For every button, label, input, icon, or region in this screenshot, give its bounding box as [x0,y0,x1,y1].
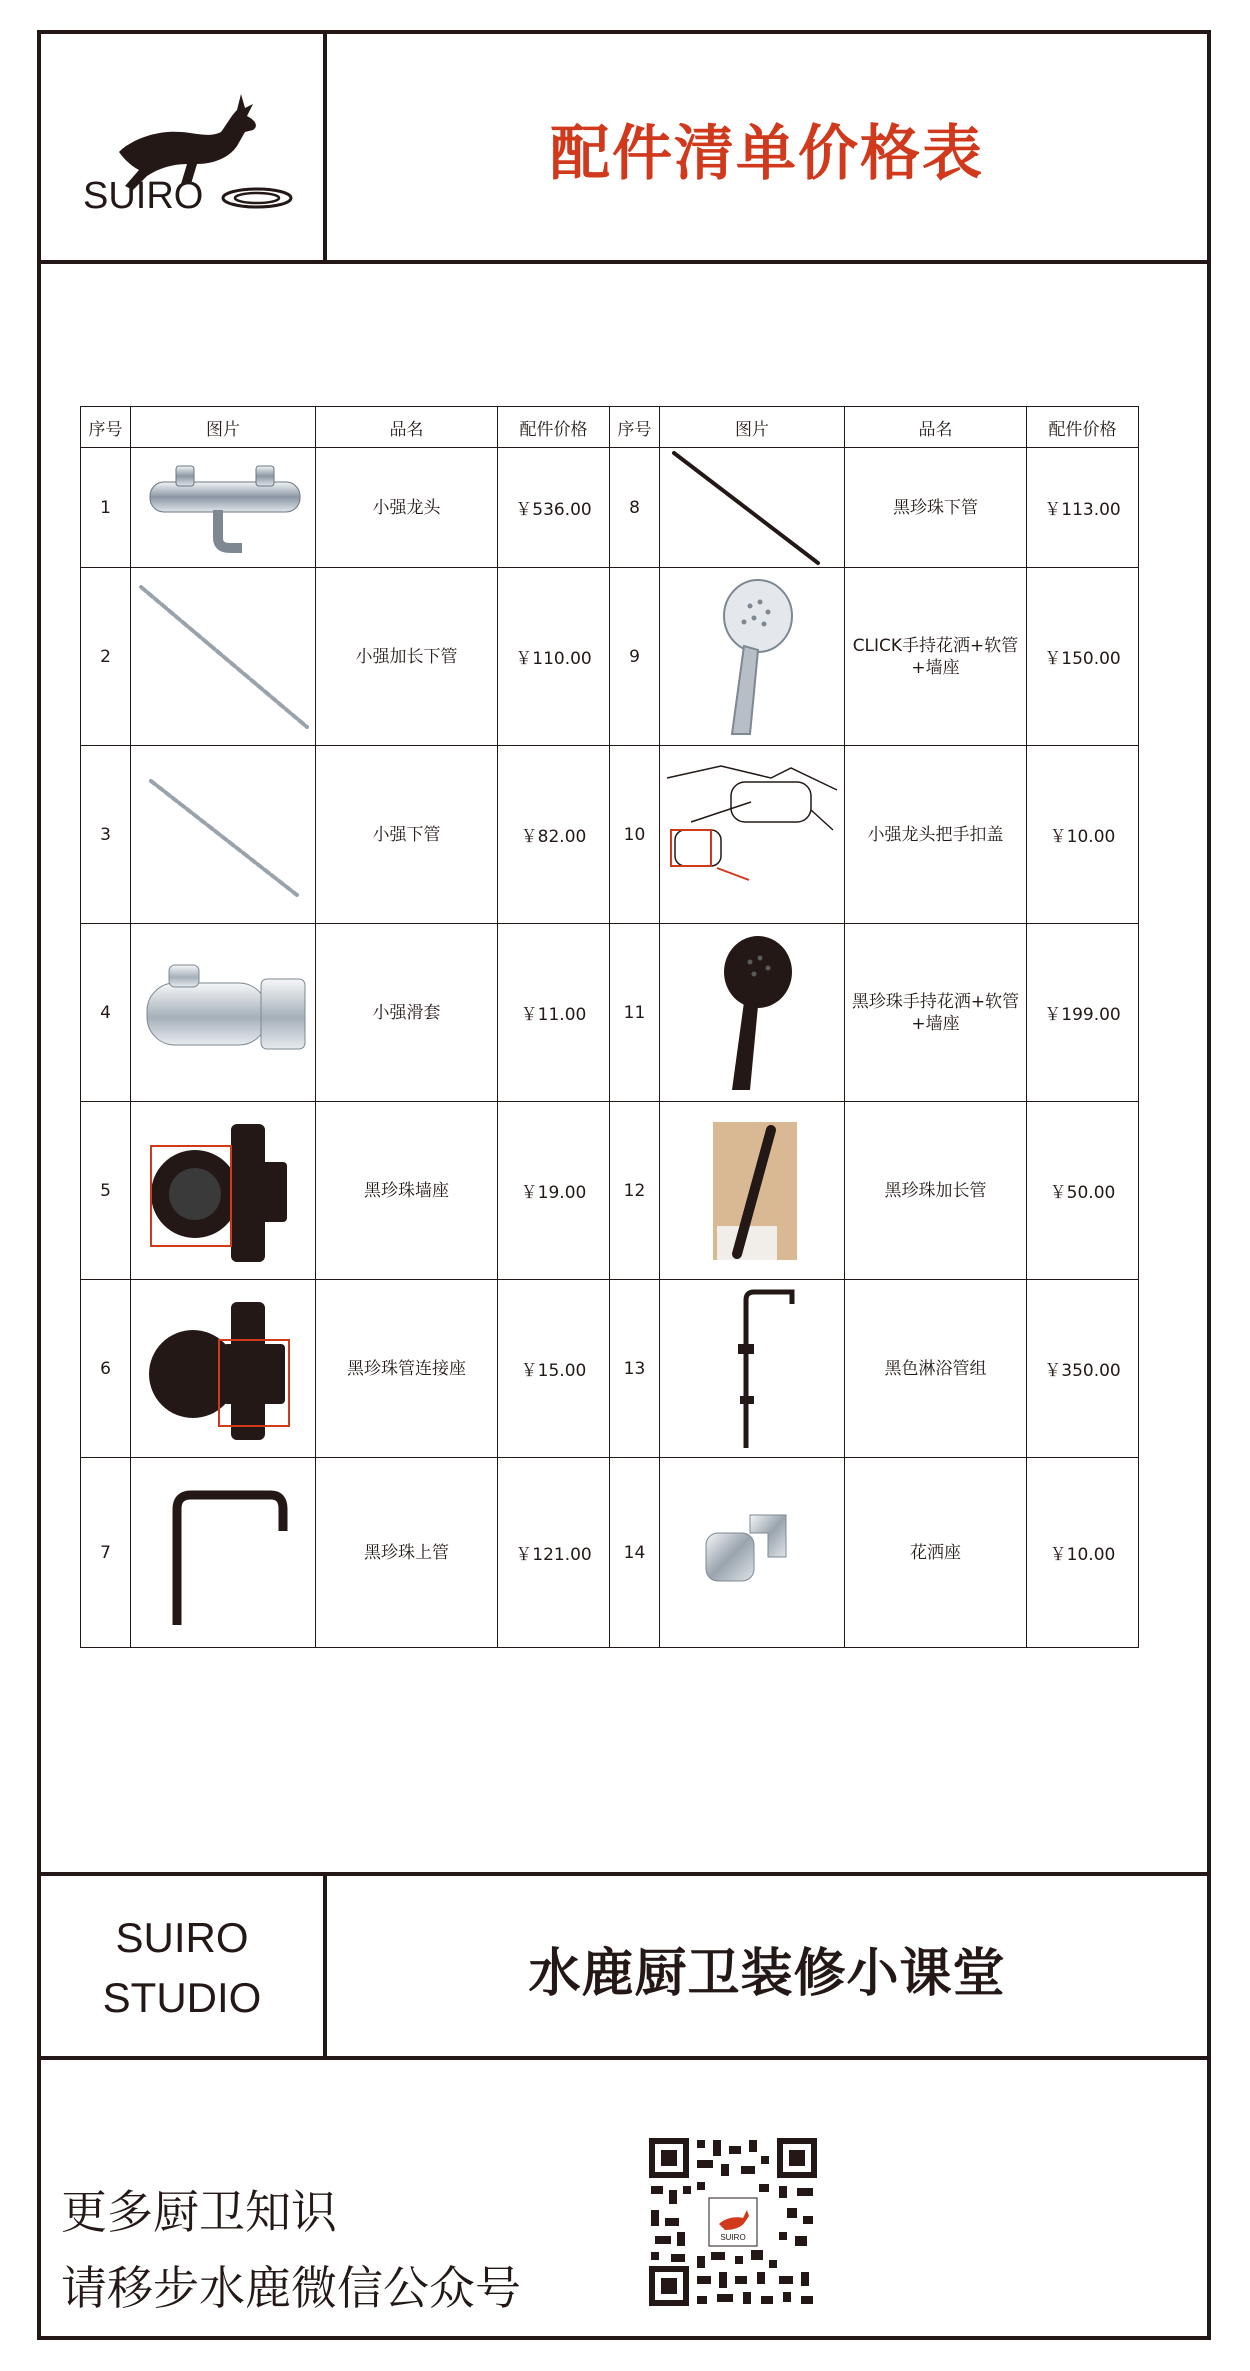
table-row [81,1102,1139,1280]
handle-cap-diagram-icon [661,750,843,920]
table-row [81,448,1139,568]
header-no: 序号 [81,407,131,448]
header-price: 配件价格 [498,407,610,448]
document-title: 配件清单价格表 [550,119,984,189]
item-no: 8 [610,448,660,568]
item-name: 花洒座 [845,1458,1027,1648]
item-name: 小强加长下管 [316,568,498,746]
item-name: 黑珍珠上管 [316,1458,498,1648]
shower-column-icon [692,1286,812,1452]
item-no: 9 [610,568,660,746]
parts-table [80,406,1139,1648]
item-price: ￥10.00 [1027,746,1139,924]
wall-bracket-icon [133,1116,313,1266]
studio-line-2: STUDIO [102,1974,262,2021]
item-image [131,1280,316,1458]
table-header-row [81,407,1139,448]
item-name: 黑珍珠墙座 [316,1102,498,1280]
item-image [660,448,845,568]
item-image [660,924,845,1102]
pipe-connector-icon [133,1294,313,1444]
item-price: ￥150.00 [1027,568,1139,746]
footer-line-2: 请移步水鹿微信公众号 [61,2261,521,2315]
item-price: ￥110.00 [498,568,610,746]
item-no: 4 [81,924,131,1102]
item-image [660,746,845,924]
black-pipe-icon [662,449,842,567]
item-price: ￥536.00 [498,448,610,568]
footer-line-1: 更多厨卫知识 [61,2185,337,2239]
item-price: ￥113.00 [1027,448,1139,568]
item-image [131,1102,316,1280]
item-name: 小强滑套 [316,924,498,1102]
table-row [81,1280,1139,1458]
item-price: ￥11.00 [498,924,610,1102]
item-image [131,568,316,746]
item-name: 黑珍珠管连接座 [316,1280,498,1458]
upper-pipe-icon [133,1475,313,1631]
item-no: 3 [81,746,131,924]
item-image [131,924,316,1102]
header-name: 品名 [316,407,498,448]
item-no: 1 [81,448,131,568]
brand-text: SUIRO [83,175,204,217]
item-name: 小强龙头 [316,448,498,568]
studio-line-1: SUIRO [115,1914,249,1961]
item-no: 10 [610,746,660,924]
header-image: 图片 [131,407,316,448]
header-no: 序号 [610,407,660,448]
slide-bracket-icon [133,953,313,1073]
item-name: 黑色淋浴管组 [845,1280,1027,1458]
item-price: ￥350.00 [1027,1280,1139,1458]
faucet-icon [138,452,308,564]
item-price: ￥19.00 [498,1102,610,1280]
table-row [81,746,1139,924]
item-no: 7 [81,1458,131,1648]
item-image [660,568,845,746]
item-no: 14 [610,1458,660,1648]
parts-table-wrap [80,406,1139,1648]
item-image [131,448,316,568]
item-no: 13 [610,1280,660,1458]
item-price: ￥199.00 [1027,924,1139,1102]
item-name: 黑珍珠加长管 [845,1102,1027,1280]
extension-pipe-icon [133,577,313,737]
item-name: 小强龙头把手扣盖 [845,746,1027,924]
item-price: ￥82.00 [498,746,610,924]
item-no: 2 [81,568,131,746]
qr-code-icon [647,2136,819,2308]
item-price: ￥121.00 [498,1458,610,1648]
class-title: 水鹿厨卫装修小课堂 [528,1943,1006,2004]
header-image: 图片 [660,407,845,448]
hand-shower-icon [692,574,812,740]
deer-logo-icon [41,34,323,260]
table-row [81,568,1139,746]
header-name: 品名 [845,407,1027,448]
footer-text [61,2174,521,2326]
item-name: 黑珍珠手持花洒+软管+墙座 [845,924,1027,1102]
table-row [81,924,1139,1102]
item-no: 12 [610,1102,660,1280]
shower-holder-icon [692,1493,812,1613]
item-no: 5 [81,1102,131,1280]
lower-pipe-icon [133,755,313,915]
item-image [660,1102,845,1280]
item-image [660,1280,845,1458]
item-price: ￥15.00 [498,1280,610,1458]
item-no: 6 [81,1280,131,1458]
item-image [131,1458,316,1648]
studio-label [41,1876,323,2060]
item-name: 小强下管 [316,746,498,924]
item-image [131,746,316,924]
header-price: 配件价格 [1027,407,1139,448]
item-name: CLICK手持花洒+软管+墙座 [845,568,1027,746]
black-extension-pipe-icon [697,1116,807,1266]
item-no: 11 [610,924,660,1102]
table-row [81,1458,1139,1648]
item-image [660,1458,845,1648]
logo [41,34,323,264]
qr-label: SUIRO [720,2233,746,2242]
black-hand-shower-icon [692,930,812,1096]
item-price: ￥10.00 [1027,1458,1139,1648]
item-name: 黑珍珠下管 [845,448,1027,568]
item-price: ￥50.00 [1027,1102,1139,1280]
